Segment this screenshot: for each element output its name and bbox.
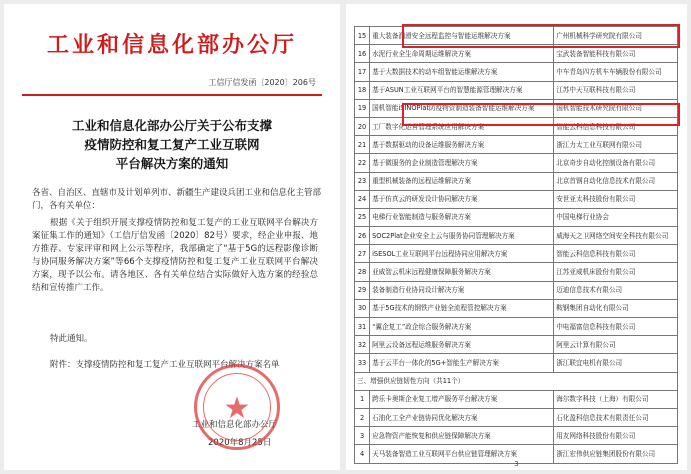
seal-star-icon: ★: [223, 391, 251, 426]
row-number: 33: [355, 354, 370, 372]
table-row: [355, 408, 678, 426]
organization-name: 海尔数字科技（上海）有限公司: [554, 390, 678, 408]
organization-name: 中车青岛四方机车车辆股份有限公司: [554, 63, 678, 81]
page-number: 3: [514, 460, 519, 468]
row-number: 20: [355, 117, 370, 135]
organization-name: 鞍钢集团自动化有限公司: [554, 299, 678, 317]
attachment-line: 附件：支撑疫情防控和复工复产工业互联网平台解决方案名单: [50, 360, 280, 370]
row-number: 32: [355, 336, 370, 354]
solution-table: [354, 26, 678, 464]
table-row: [355, 190, 678, 208]
table-row: [355, 208, 678, 226]
solution-name: 工厂数字化运营管理系统应用解决方案: [370, 117, 554, 135]
organization-name: 石化盈科信息技术有限责任公司: [554, 408, 678, 426]
solution-name: iSESOL工业互联网平台远程协同应用解决方案: [370, 245, 554, 263]
row-number: 17: [355, 63, 370, 81]
organization-name: 智能云科信息科技有限公司: [554, 117, 678, 135]
document-number: 工信厅信发函〔2020〕206号: [208, 78, 316, 87]
solution-name: 基于大数据技术的动车组智能运维解决方案: [370, 63, 554, 81]
row-number: 15: [355, 27, 370, 45]
solution-name: 基于5G技术的钢铁产业链全流程管控解决方案: [370, 299, 554, 317]
table-row: [355, 136, 678, 154]
organization-name: 宝武装备智能科技有限公司: [554, 45, 678, 63]
table-row: [355, 63, 678, 81]
table-row: [355, 427, 678, 445]
notice-title-line: 疫情防控和复工复产工业互联网: [84, 137, 260, 152]
table-row: [355, 154, 678, 172]
solution-name: 基于云平台一体化的5G+智能生产解决方案: [370, 354, 554, 372]
row-number: 3: [355, 427, 370, 445]
solution-name: SOC2Plat企业安全上云与服务协同管理解决方案: [370, 227, 554, 245]
solution-name: 重大装备润滑安全远程监控与智能运维解决方案: [370, 27, 554, 45]
solution-name: 水泥行业全生命周期运维解决方案: [370, 45, 554, 63]
row-number: 23: [355, 172, 370, 190]
right-list-page: [346, 4, 687, 470]
red-header-line: [22, 94, 322, 96]
table-row: [355, 99, 678, 117]
row-number: 29: [355, 281, 370, 299]
organization-name: 中电福富信息科技有限公司: [554, 318, 678, 336]
table-row: [355, 172, 678, 190]
notice-title-line: 工业和信息化部办公厅关于公布支撑: [71, 118, 272, 133]
row-number: 27: [355, 245, 370, 263]
solution-name: 重型机械装备的远程运维解决方案: [370, 172, 554, 190]
closing-line: 特此通知。: [50, 334, 93, 344]
organization-name: 浙江力太工业互联网有限公司: [554, 136, 678, 154]
organization-name: 迈迪信息技术有限公司: [554, 281, 678, 299]
section-header-row: [355, 372, 678, 390]
organization-name: 广州机械科学研究院有限公司: [554, 27, 678, 45]
solution-name: 亚威智云机床远程健康保障服务解决方案: [370, 263, 554, 281]
table-row: [355, 390, 678, 408]
solution-name: 基于数据驱动的设备运维服务解决方案: [370, 136, 554, 154]
row-number: 24: [355, 190, 370, 208]
row-number: 2: [355, 408, 370, 426]
organization-name: 江苏亚威机床股份有限公司: [554, 263, 678, 281]
organization-name: 智能云科信息科技有限公司: [554, 245, 678, 263]
table-row: [355, 227, 678, 245]
solution-name: 基于微服务的企业制造管理解决方案: [370, 154, 554, 172]
solution-name: 石油化工全产业链协同优化解决方案: [370, 408, 554, 426]
organization-name: 阿里云计算有限公司: [554, 336, 678, 354]
table-row: [355, 299, 678, 317]
row-number: 22: [355, 154, 370, 172]
table-row: [355, 245, 678, 263]
table-row: [355, 45, 678, 63]
row-number: 4: [355, 445, 370, 463]
row-number: 30: [355, 299, 370, 317]
organization-name: 浙江联宜电机有限公司: [554, 354, 678, 372]
organization-name: 江苏中天互联科技有限公司: [554, 81, 678, 99]
section-header: 三、增强供应链韧性方向（共11个）: [355, 372, 678, 390]
row-number: 31: [355, 318, 370, 336]
table-row: [355, 318, 678, 336]
row-number: 1: [355, 390, 370, 408]
table-row: [355, 27, 678, 45]
official-seal: [194, 364, 280, 450]
table-row: [355, 117, 678, 135]
solution-name: 跨乐卡奥斯企业复工增产服务平台解决方案: [370, 390, 554, 408]
signing-office: 工业和信息化部办公厅: [192, 420, 278, 430]
table-row: [355, 281, 678, 299]
organization-name: 国机智能技术研究院有限公司: [554, 99, 678, 117]
organization-name: 北京首钢自动化信息技术有限公司: [554, 172, 678, 190]
row-number: 25: [355, 208, 370, 226]
table-row: [355, 263, 678, 281]
organization-name: 中国电梯行业协会: [554, 208, 678, 226]
organization-name: 威海天之卫网络空间安全科技有限公司: [554, 227, 678, 245]
table-row: [355, 336, 678, 354]
row-number: 16: [355, 45, 370, 63]
solution-name: 国机智能iSINOPlat防疫物资制造装备智能运维解决方案: [370, 99, 554, 117]
solution-name: 应急物资产能恢复和供应链保障解决方案: [370, 427, 554, 445]
organization-name: 用友网络科技股份有限公司: [554, 427, 678, 445]
addressee: 各省、自治区、直辖市及计划单列市、新疆生产建设兵团工业和信息化主管部门，各有关单位：: [32, 188, 322, 211]
row-number: 19: [355, 99, 370, 117]
solution-name: 天马装备智造工业互联网平台供应链管理解决方案: [370, 445, 554, 463]
row-number: 18: [355, 81, 370, 99]
solution-name: 电梯行业智能制造与服务解决方案: [370, 208, 554, 226]
organization-name: 浙江宏伟供应链集团股份有限公司: [554, 445, 678, 463]
left-document-page: [4, 4, 340, 470]
notice-title-line: 平台解决方案的通知: [115, 156, 229, 171]
solution-name: “翼企复工”政企综合服务解决方案: [370, 318, 554, 336]
solution-name: 装备制造行业协同设计解决方案: [370, 281, 554, 299]
table-row: [355, 354, 678, 372]
row-number: 26: [355, 227, 370, 245]
solution-name: 基于仿真云的研发设计协同解决方案: [370, 190, 554, 208]
solution-name: 基于ASUN工业互联网平台的智慧能源管理解决方案: [370, 81, 554, 99]
organization-name: 北京奇步自动化控制设备有限公司: [554, 154, 678, 172]
organization-name: 安世亚太科技股份有限公司: [554, 190, 678, 208]
table-row: [355, 81, 678, 99]
notice-title: [34, 116, 310, 173]
solution-name: 阿里云设备远程运维服务解决方案: [370, 336, 554, 354]
row-number: 28: [355, 263, 370, 281]
body-paragraph: 根据《关于组织开展支撑疫情防控和复工复产的工业互联网平台解决方案征集工作的通知》（工信厅信发函〔2020〕82号）要求，经企业申报、地方推荐、专家评审和网上公示等程序，我部确定了“基于5G的远程影像诊断与协同服务解决方案”等66个支撑疫情防控和复工复产工业互联网平台解决方案，现予以公布。请各地区、各有关单位结合实际做好入选方案的经验总结和宣传推广工作。: [32, 218, 318, 293]
row-number: 21: [355, 136, 370, 154]
office-title: 工业和信息化部办公厅: [46, 32, 297, 58]
signing-date: 2020年8月25日: [208, 438, 272, 448]
